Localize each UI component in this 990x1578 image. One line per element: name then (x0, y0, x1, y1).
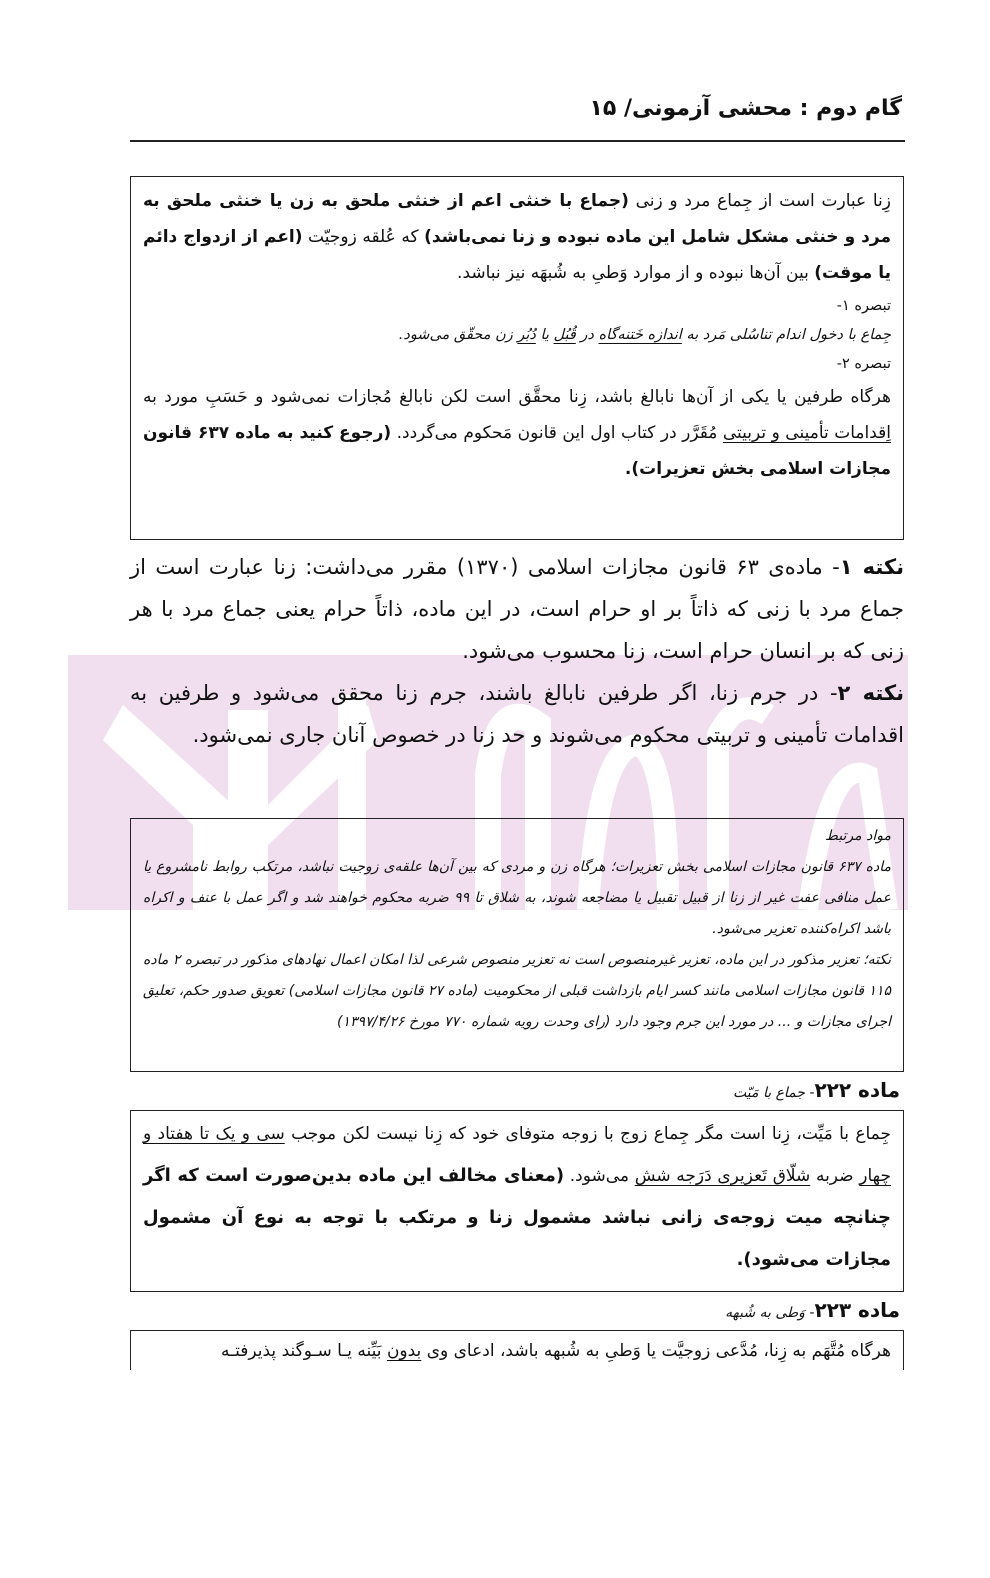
article-222-title: ماده ۲۲۲- جماع با مَیّت (733, 1078, 900, 1102)
note-2: نکته ۲- در جرم زنا، اگر طرفین نابالغ باشند، جرم زنا محقق می‌شود و طرفین به اقدامات تأمینی و تربیتی محکوم می‌شوند و حد زنا در خصوص آنان جاری نمی‌شود. (130, 681, 904, 747)
article-223-text: هرگاه مُتَّهَم به زِنا، مُدَّعی زوجیَّت یا وَطیِ به شُبهه باشد، ادعای وی بدون بَیِّنه یـا سـوگند پذیرفتـه (221, 1341, 891, 1361)
article-221-box (130, 176, 904, 540)
article-223-box (130, 1330, 904, 1370)
article-222-box (130, 1110, 904, 1292)
tabsare-2-label: تبصره ۲- (836, 356, 891, 372)
notes-section (130, 546, 904, 756)
article-223-title: ماده ۲۲۳- وَطی به شُبهه (725, 1298, 900, 1322)
related-articles-box (130, 818, 904, 1072)
tabsare-1-label: تبصره ۱- (836, 298, 891, 314)
tabsare-1-text: جِماع با دخول اندام تناسُلی مَرد به اندازه خَتنه‌گاه در قُبُل یا دُبُر زن محقّق می‌شود. (398, 327, 891, 343)
note-1: نکته ۱- ماده‌ی ۶۳ قانون مجازات اسلامی (۱۳۷۰) مقرر می‌داشت: زنا عبارت است از جماع مرد با زنی که ذاتاً بر او حرام است، در این ماده، ذاتاً حرام یعنی جماع مرد با هر زنی که بر انسان حرام است، زنا محسوب می‌شود. (130, 555, 905, 663)
related-note: نکته؛ تعزیر مذکور در این ماده، تعزیر غیرمنصوص است نه تعزیر منصوص شرعی لذا امکان اعمال نهادهای مذکور در تبصره ۲ ماده ۱۱۵ قانون مجازات اسلامی مانند کسر ایام بازداشت قبلی از محکومیت (ماده ۲۷ قانون مجازات اسلامی) تعویق صدور حکم، تعلیق اجرای مجازات و ... در مورد این جرم وجود دارد (رای وحدت رویه شماره ۷۷۰ مورخ ۱۳۹۷/۴/۲۶) (143, 952, 891, 1030)
definition-paragraph: زِنا عبارت است از جِماع مرد و زنی (جماع با خنثی اعم از خنثی ملحق به زن یا خنثی ملحق به مرد و خنثی مشکل شامل این ماده نبوده و زنا نمی‌باشد) که عُلقه زوجیّت (اعم از ازدواج دائم یا موقت) بین آن‌ها نبوده و از موارد وَطیِ به شُبهَه نیز نباشد. (143, 191, 891, 283)
page-header: گام دوم : محشی آزمونی/ ۱۵ (589, 96, 902, 121)
related-article-637: ماده ۶۳۷ قانون مجازات اسلامی بخش تعزیرات؛ هرگاه زن و مردی که بین آن‌ها علقه‌ی زوجیت نباشد، مرتکب روابط نامشروع یا عمل منافی عفت غیر از زنا از قبیل تقبیل یا مضاجعه شوند، به شلاق تا ۹۹ ضربه محکوم خواهند شد و اگر عمل با عنف و اکراه باشد اکراه‌کننده تعزیر می‌شود. (143, 859, 891, 937)
tabsare-2-text: هرگاه طرفین یا یکی از آن‌ها نابالغ باشد، زِنا محقَّق است لکن نابالغ مُجازات نمی‌شود و حَسَبِ مورد به اِقدامات تأمینی و تربیتی مُقَرَّر در کتاب اول این قانون مَحکوم می‌گردد. (رجوع کنید به ماده ۶۳۷ قانون مجازات اسلامی بخش تعزیرات). (143, 387, 891, 479)
header-divider (130, 140, 905, 142)
article-222-text: جِماع با مَیِّت، زِنا است مگر جِماع زوج با زوجه متوفای خود که زِنا نیست لکن موجب سی و یک تا هفتاد و چهار ضربه شلّاق تَعزیری دَرَجه شش می‌شود. (معنای مخالف این ماده بدین‌صورت است که اگر چنانچه میت زوجه‌ی زانی نباشد مشمول زنا و مرتکب با توجه به نوع آن مشمول مجازات می‌شود). (143, 1124, 891, 1270)
related-articles-heading: مواد مرتبط (825, 828, 891, 844)
